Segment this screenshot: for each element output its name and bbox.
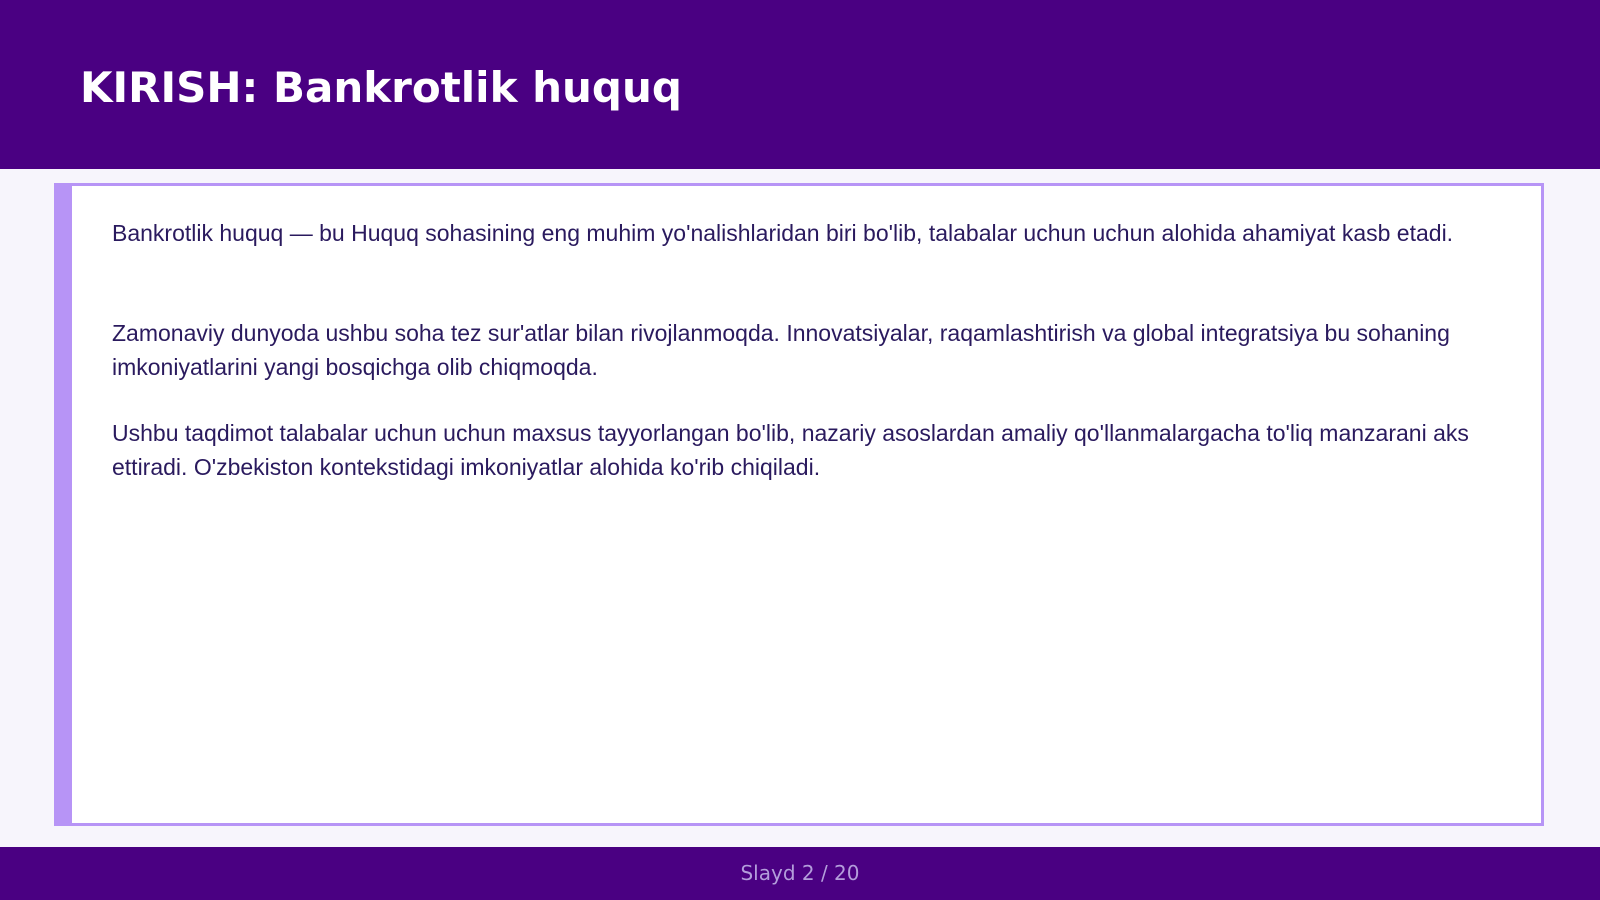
paragraph-modern-world: Zamonaviy dunyoda ushbu soha tez sur'atlar bilan rivojlanmoqda. Innovatsiyalar, raqamlashtirish va global integratsiya bu sohaning imkoniyatlarini yangi bosqichga olib chiqmoqda. <box>112 320 1450 380</box>
paragraph-intro: Bankrotlik huquq — bu Huquq sohasining eng muhim yo'nalishlaridan biri bo'lib, talabalar uchun uchun alohida ahamiyat kasb etadi. <box>112 220 1454 246</box>
content-card <box>54 183 1544 826</box>
slide-title: KIRISH: Bankrotlik huquq <box>80 63 682 112</box>
slide-counter: Slayd 2 / 20 <box>740 861 860 885</box>
slide-footer <box>0 847 1600 900</box>
slide-header <box>0 0 1600 169</box>
paragraph-presentation-purpose: Ushbu taqdimot talabalar uchun uchun maxsus tayyorlangan bo'lib, nazariy asoslardan amaliy qo'llanmalargacha to'liq manzarani aks ettiradi. O'zbekiston kontekstidagi imkoniyatlar alohida ko'rib chiqiladi. <box>112 420 1469 480</box>
